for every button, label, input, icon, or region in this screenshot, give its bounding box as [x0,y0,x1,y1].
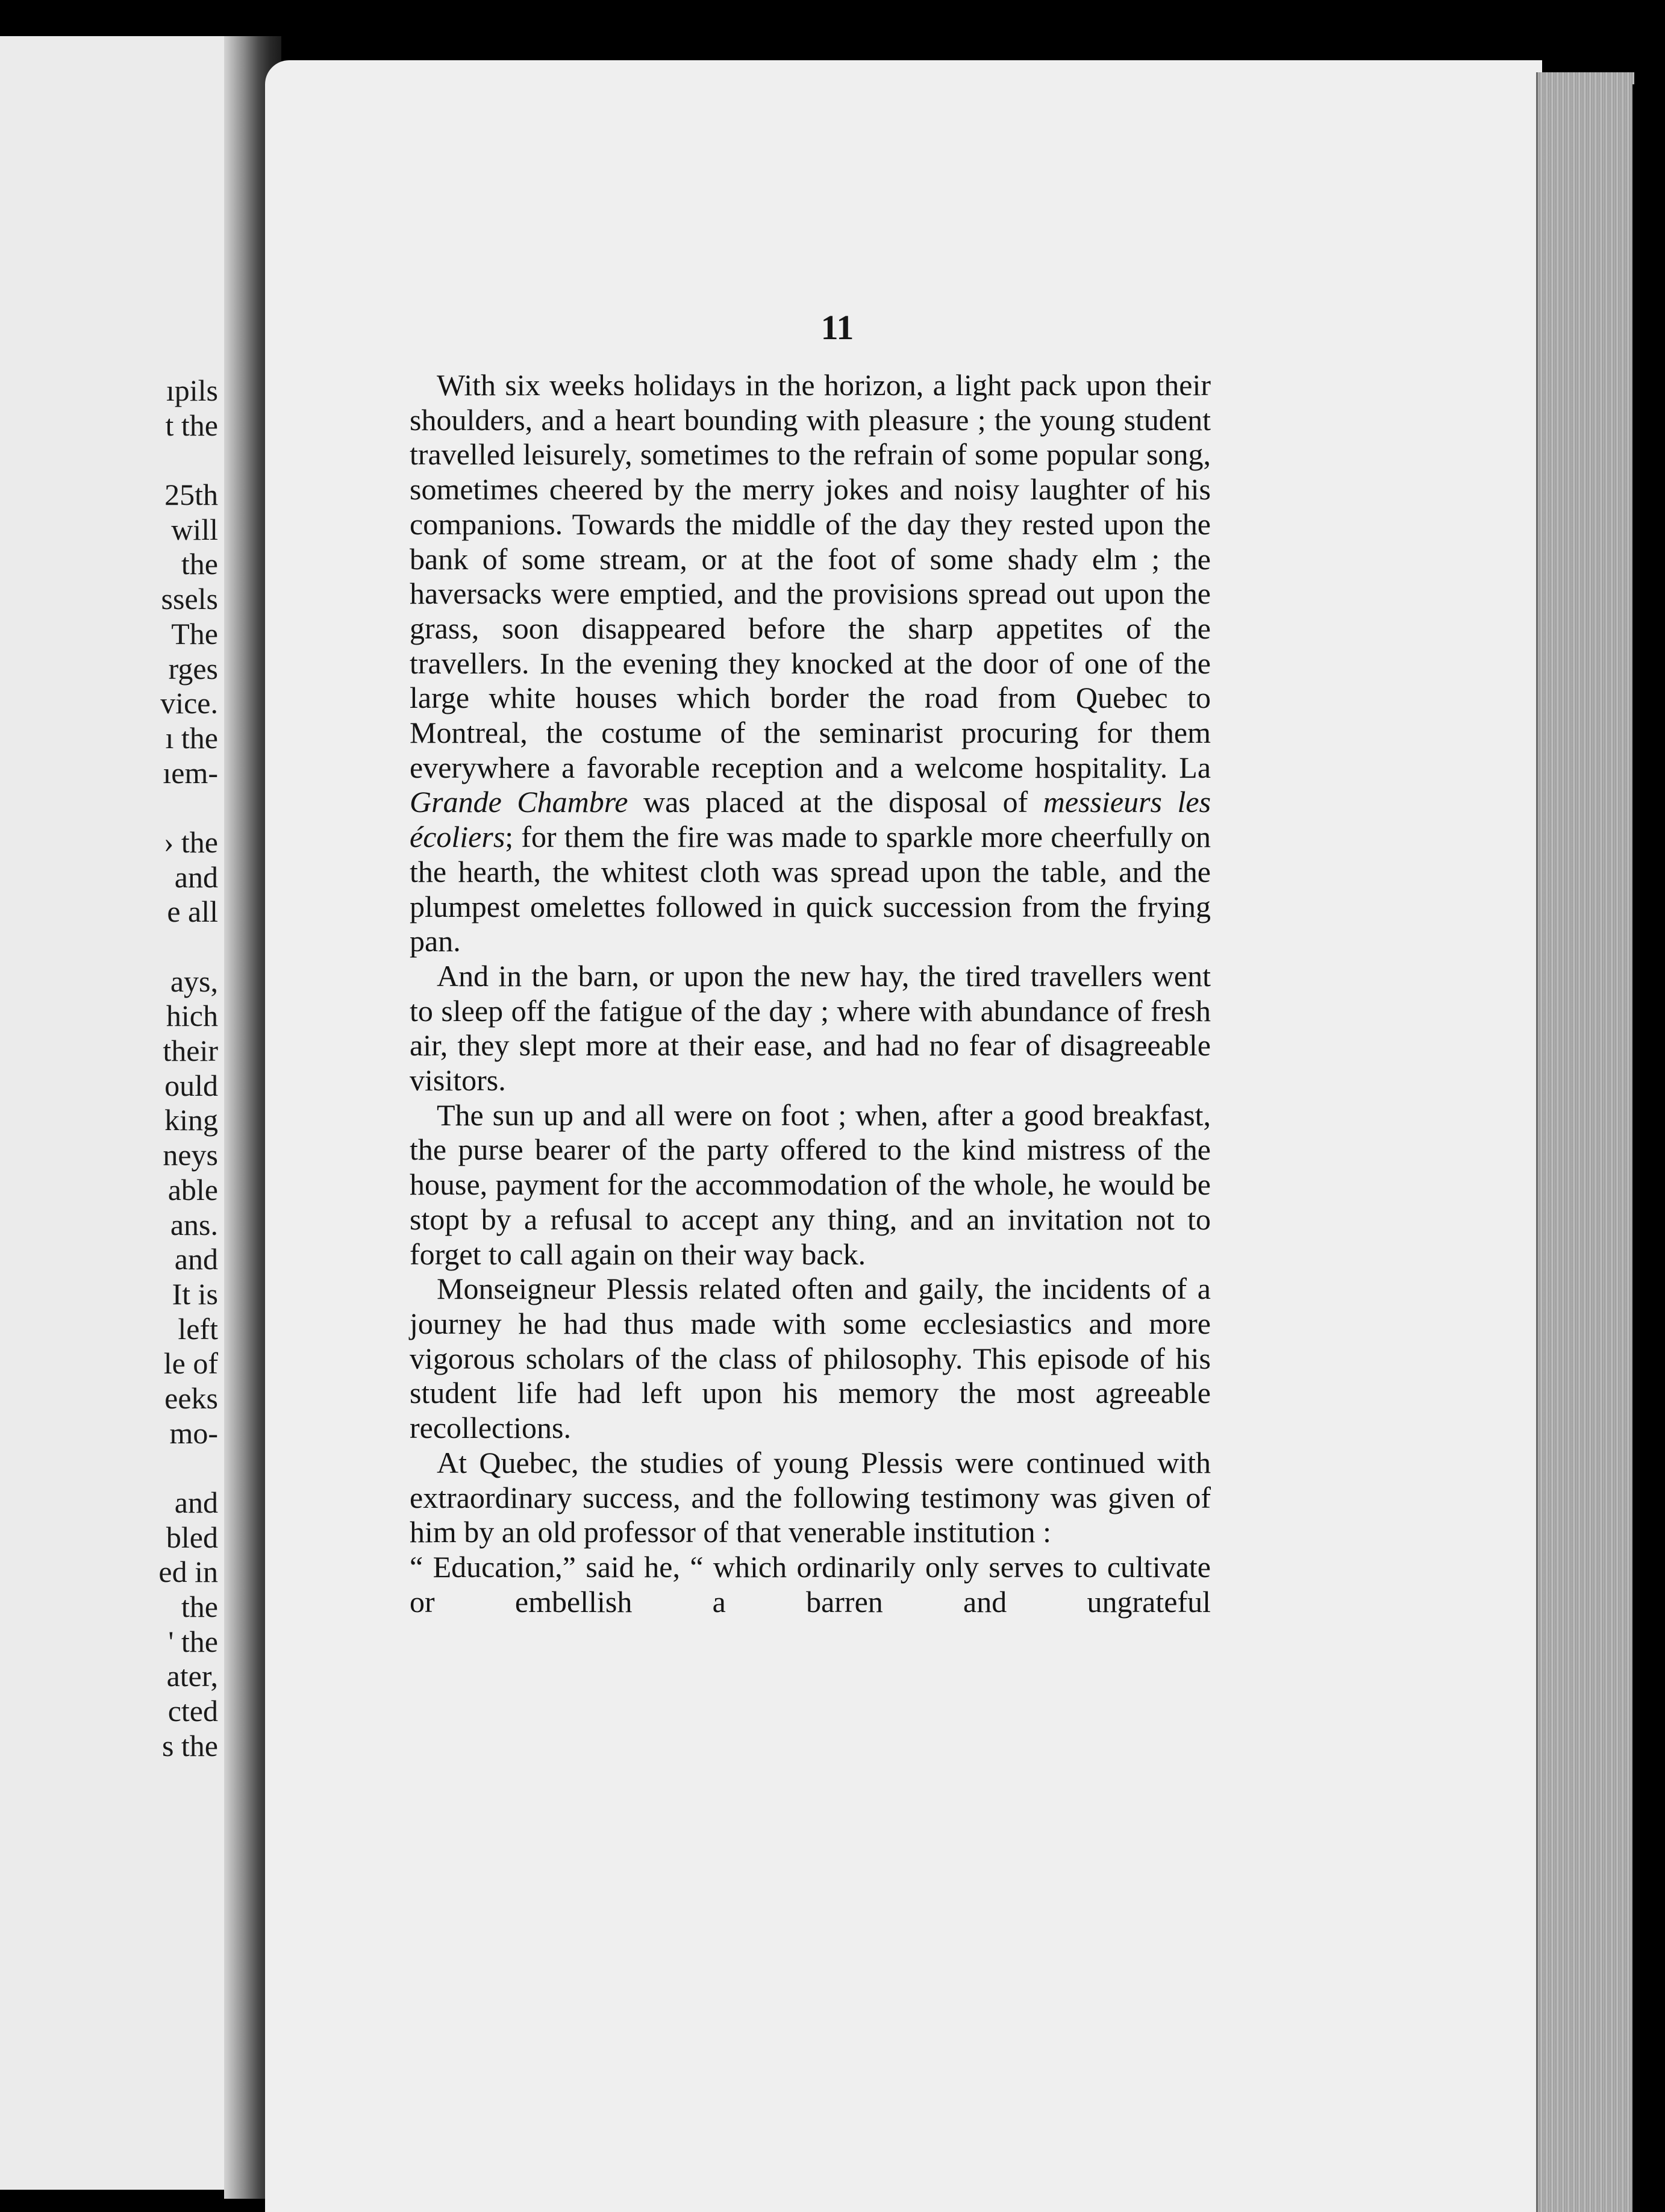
facing-page-line: ı the [165,720,218,755]
facing-page [0,36,241,2190]
facing-page-line: ıpils [166,373,218,407]
paragraph: And in the barn, or upon the new hay, the tired travellers went to sleep off the fatigue of the day ; where with abundance of fresh air, they slept more at their ease, and had no fear of disagreeable visitors. [410,958,1211,1098]
facing-page-line [158,1451,218,1486]
facing-page-line: vice. [160,686,218,720]
facing-page-line: cted [167,1694,218,1728]
facing-page-line: le of [163,1346,218,1381]
facing-page-line: ould [164,1068,218,1102]
facing-page-text [158,373,218,1764]
facing-page-line: the [181,547,218,581]
facing-page-line: It is [172,1276,218,1311]
facing-page-line: their [163,1034,218,1068]
facing-page-line: ıem- [163,755,218,790]
page-number: 11 [820,308,854,347]
facing-page-line: › the [163,825,218,859]
facing-page-line: e all [167,895,218,929]
facing-page-line: ed in [158,1555,218,1589]
facing-page-line: hich [166,999,218,1033]
facing-page-line: will [171,512,218,546]
facing-page-line: ays, [170,964,218,998]
facing-page-line: left [178,1311,218,1346]
facing-page-line: mo- [169,1416,218,1450]
page-edges [1536,72,1634,2212]
facing-page-line: ater, [166,1659,218,1693]
page-body [410,368,1211,1619]
facing-page-line: and [174,1242,218,1276]
facing-page-line [158,443,218,478]
facing-page-line: bled [166,1520,218,1554]
facing-page-line: ssels [161,582,218,616]
facing-page-line: eeks [164,1381,218,1415]
facing-page-line [158,790,218,825]
paragraph: “ Education,” said he, “ which ordinarily only serves to cultivate or embellish a barren and ungrateful [410,1549,1211,1619]
facing-page-line: the [181,1590,218,1624]
facing-page-line [158,929,218,964]
facing-page-line: 25th [164,478,218,512]
facing-page-line: able [167,1172,218,1207]
facing-page-line: ans. [170,1207,218,1242]
facing-page-line: and [174,1486,218,1519]
facing-page-line: rges [168,651,218,686]
facing-page-line: neys [163,1138,218,1172]
background [1632,84,1665,2212]
facing-page-line: and [174,860,218,894]
facing-page-line: king [164,1103,218,1137]
paragraph: With six weeks holidays in the horizon, a light pack upon their shoulders, and a heart bounding with pleasure ; the young student travelled leisurely, sometimes to the refrain of some popular song, sometimes cheered by the merry jokes and noisy laughter of his companions. Towards the middle of the day they rested upon the bank of some stream, or at the foot of some shady elm ; the haversacks were emptied, and the provisions spread out upon the grass, soon disappeared before the sharp appetites of the travellers. In the evening they knocked at the door of one of the large white houses which border the road from Quebec to Montreal, the costume of the seminarist procuring for them everywhere a favorable reception and a welcome hospitality. La Grande Chambre was placed at the disposal of messieurs les écoliers; for them the fire was made to sparkle more cheerfully on the hearth, the whitest cloth was spread upon the table, and the plumpest omelettes followed in quick succession from the frying pan. [410,368,1211,958]
facing-page-line: ' the [168,1624,218,1658]
paragraph: At Quebec, the studies of young Plessis were continued with extraordinary success, and the following testimony was given of him by an old professor of that venerable institution : [410,1445,1211,1549]
facing-page-line: The [171,616,218,651]
facing-page-line: s the [161,1728,218,1763]
facing-page-line: t the [165,408,218,442]
paragraph: Monseigneur Plessis related often and gaily, the incidents of a journey he had thus made with some ecclesiastics and more vigorous scholars of the class of philosophy. This episode of his student life had left upon his memory the most agreeable recollections. [410,1272,1211,1445]
paragraph: The sun up and all were on foot ; when, after a good breakfast, the purse bearer of the party offered to the kind mistress of the house, payment for the accommodation of the whole, he would be stopt by a refusal to accept any thing, and an invitation not to forget to call again on their way back. [410,1098,1211,1271]
